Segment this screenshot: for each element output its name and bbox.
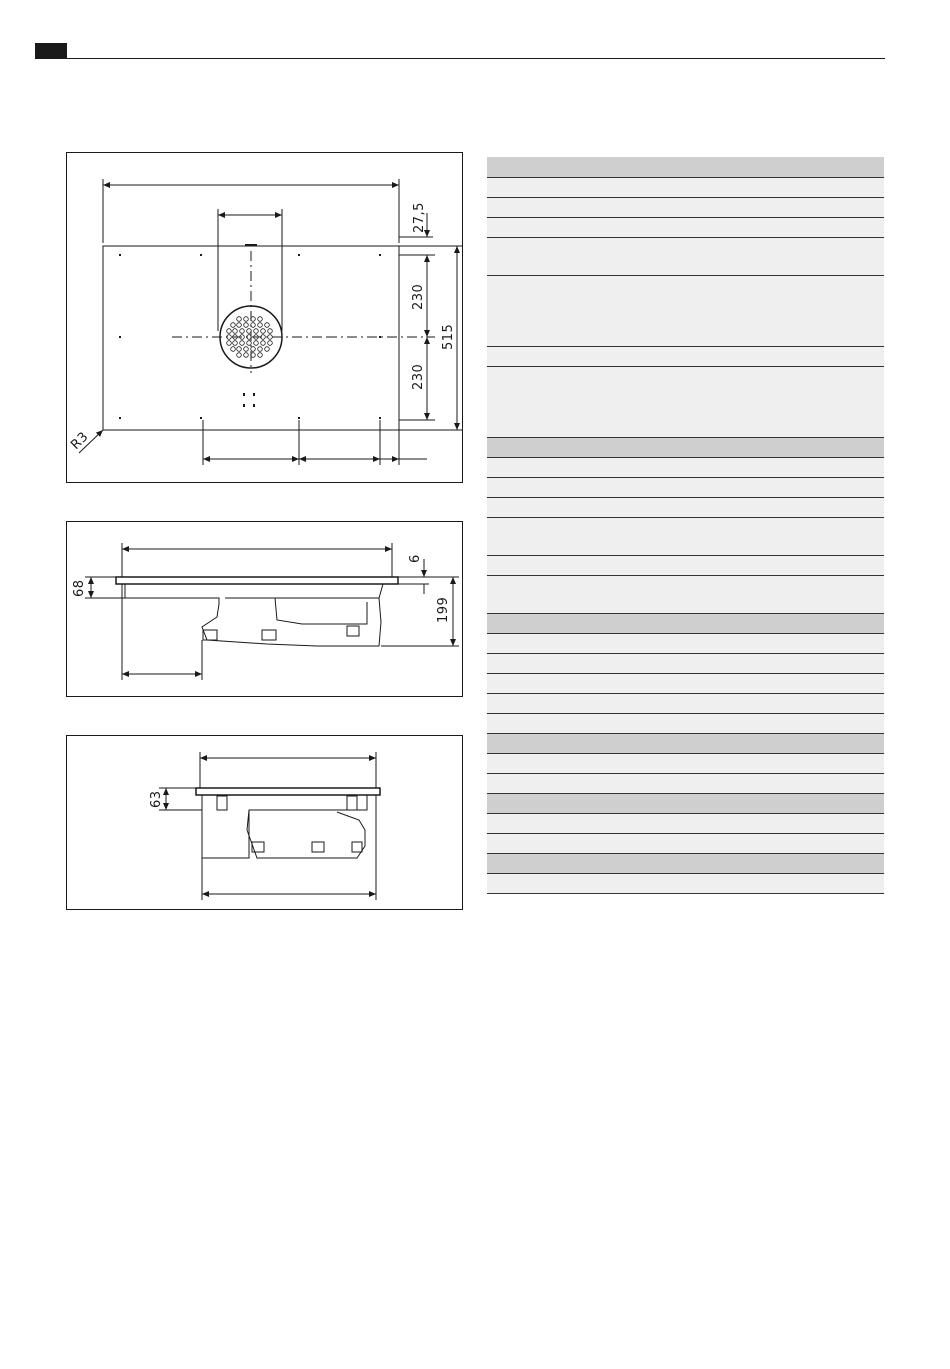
dim-6: 6 [408, 554, 423, 563]
front-view-drawing [66, 735, 463, 910]
side-view-svg [67, 522, 464, 698]
dim-63: 63 [149, 790, 164, 808]
spec-table-row [487, 198, 884, 218]
glass-top [196, 788, 380, 795]
spec-table-row [487, 754, 884, 774]
dim-230-upper: 230 [411, 283, 426, 310]
spec-table-section-header [487, 854, 884, 874]
spec-table-section-header [487, 438, 884, 458]
spec-table-row [487, 874, 884, 894]
hob-body [125, 584, 383, 646]
spec-table-row [487, 178, 884, 198]
spec-table-row [487, 218, 884, 238]
spec-table-row [487, 556, 884, 576]
spec-table-row [487, 774, 884, 794]
top-view-svg [67, 153, 464, 484]
dim-27-5: 27,5 [412, 202, 427, 233]
spec-table-row [487, 654, 884, 674]
spec-table-row [487, 238, 884, 276]
glass-top [116, 577, 398, 584]
spec-table-row [487, 347, 884, 367]
dim-230-lower: 230 [411, 363, 426, 390]
spec-table-row [487, 276, 884, 347]
spec-table-row [487, 367, 884, 438]
spec-table-row [487, 458, 884, 478]
spec-table [487, 157, 884, 894]
spec-table-section-header [487, 157, 884, 178]
spec-table-row [487, 498, 884, 518]
spec-table-row [487, 634, 884, 654]
dim-68: 68 [72, 579, 87, 597]
brand-mark [245, 244, 257, 246]
zone-markers [119, 244, 381, 419]
front-view-svg [67, 736, 464, 911]
spec-table-row [487, 834, 884, 854]
spec-table-section-header [487, 734, 884, 754]
dim-r3: R3 [68, 429, 92, 453]
spec-table-row [487, 478, 884, 498]
spec-table-section-header [487, 614, 884, 634]
spec-table-row [487, 714, 884, 734]
header-rule [35, 58, 885, 59]
dim-515: 515 [441, 323, 456, 350]
spec-table-row [487, 518, 884, 556]
side-view-drawing [66, 521, 463, 697]
spec-table-row [487, 576, 884, 614]
header-tab [35, 43, 67, 59]
spec-table-row [487, 694, 884, 714]
dim-199: 199 [436, 596, 451, 623]
spec-table-row [487, 674, 884, 694]
top-view-drawing [66, 152, 463, 483]
spec-table-section-header [487, 794, 884, 814]
spec-table-row [487, 814, 884, 834]
